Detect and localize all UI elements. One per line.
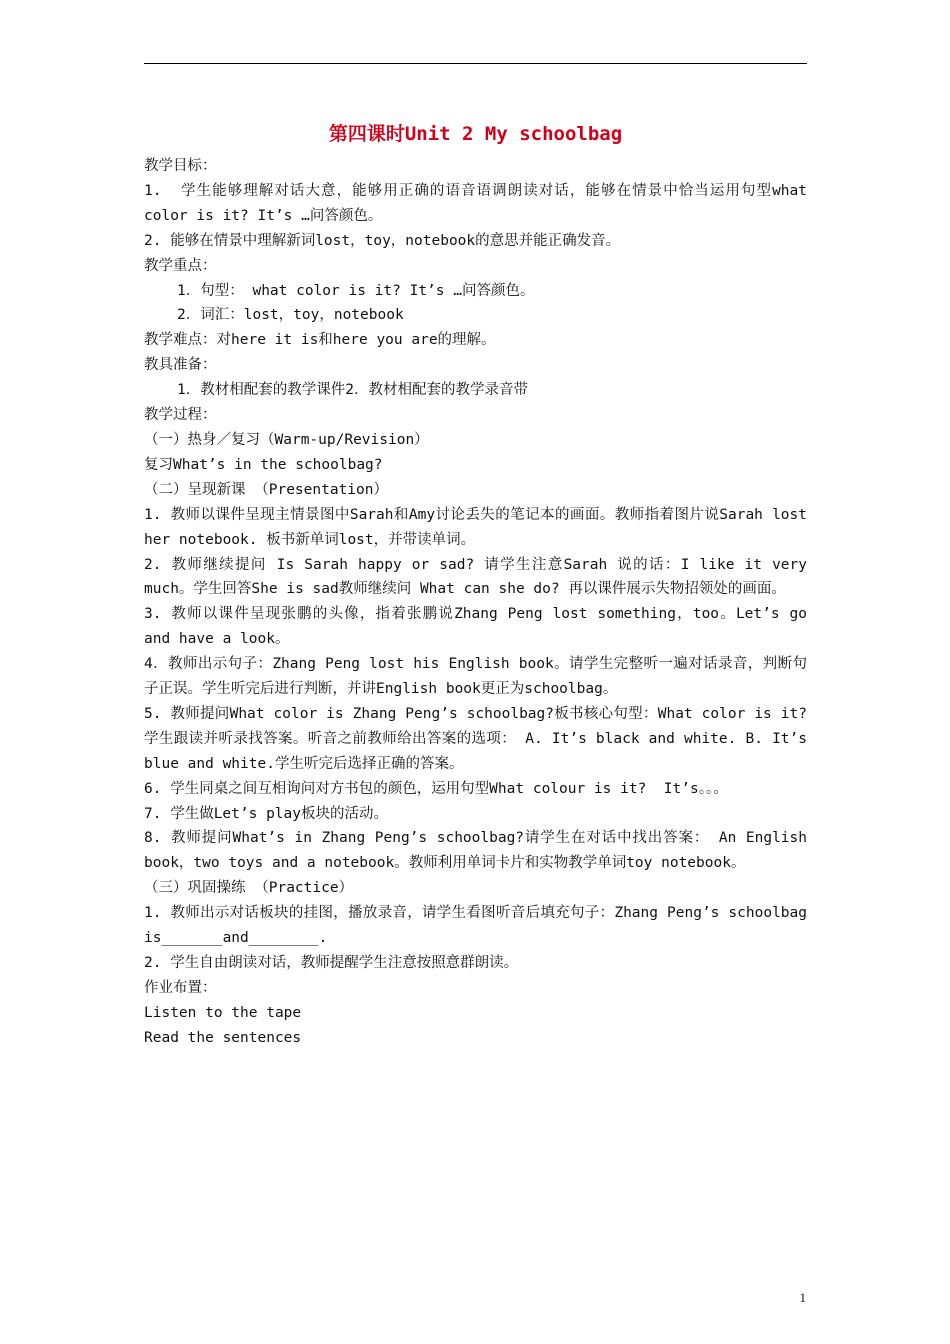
document-title: 第四课时Unit 2 My schoolbag [328,123,623,145]
subsection-warm-up: （一）热身／复习（Warm-up/Revision） [144,431,429,448]
subsection-practice: （三）巩固操练 （Practice） [144,880,354,897]
practice-step-2: 2. 学生自由朗读对话，教师提醒学生注意按照意群朗读。 [144,955,519,971]
materials-line: 1．教材相配套的教学课件2．教材相配套的教学录音带 [177,382,528,399]
header-rule [144,63,807,64]
presentation-step-1: 1. 教师以课件呈现主情景图中Sarah和Amy讨论丢失的笔记本的画面。教师指着图片说Sarah lost her notebook. 板书新单词lost，并带读单词。 [144,506,816,548]
key-point-2: 2．词汇：lost，toy，notebook [177,307,404,324]
objective-2: 2. 能够在情景中理解新词lost，toy，notebook的意思并能正确发音。 [144,232,621,249]
warm-up-line: 复习What’s in the schoolbag? [144,456,383,473]
presentation-step-6: 6. 学生同桌之间互相询问对方书包的颜色，运用句型What colour is it? It’s。。。 [144,780,728,797]
presentation-step-7: 7. 学生做Let’s play板块的活动。 [144,805,388,822]
section-heading-materials: 教具准备： [144,357,217,374]
section-heading-objectives: 教学目标： [144,158,217,174]
document-body [144,120,816,1051]
homework-item-1: Listen to the tape [144,1004,302,1021]
section-heading-homework: 作业布置： [144,979,217,996]
practice-step-1: 1. 教师出示对话板块的挂图，播放录音，请学生看图听音后填充句子：Zhang Peng’s schoolbag is_______and________. [144,905,816,947]
key-point-1: 1．句型： what color is it? It’s …问答颜色。 [177,282,535,299]
subsection-presentation: （二）呈现新课 （Presentation） [144,481,388,498]
presentation-step-3: 3. 教师以课件呈现张鹏的头像，指着张鹏说Zhang Peng lost something，too。Let’s go and have a look。 [144,606,816,648]
objective-1: 1. 学生能够理解对话大意，能够用正确的语音语调朗读对话，能够在情景中恰当运用句型what color is it? It’s …问答颜色。 [144,182,816,224]
presentation-step-4: 4．教师出示句子：Zhang Peng lost his English book。请学生完整听一遍对话录音，判断句子正误。学生听完后进行判断，并讲English book更正为schoolbag。 [144,656,807,698]
homework-item-2: Read the sentences [144,1029,302,1046]
section-heading-key-points: 教学重点： [144,257,217,274]
presentation-step-8: 8. 教师提问What’s in Zhang Peng’s schoolbag?请学生在对话中找出答案： An English book，two toys and a notebook。教师利用单词卡片和实物教学单词toy notebook。 [144,830,816,872]
presentation-step-5: 5. 教师提问What color is Zhang Peng’s schoolbag?板书核心句型：What color is it? 学生跟读并听录找答案。听音之前教师给出答案的选项： A. It’s black and white. B. It’s blue and white.学生听完后选择正确的答案。 [144,705,816,772]
presentation-step-2: 2. 教师继续提问 Is Sarah happy or sad? 请学生注意Sarah 说的话：I like it very much。学生回答She is sad教师继续问 What can she do? 再以课件展示失物招领处的画面。 [144,556,816,598]
page-number: 1 [799,1290,806,1305]
difficulty-line: 教学难点：对here it is和here you are的理解。 [144,332,496,349]
section-heading-process: 教学过程： [144,407,217,424]
